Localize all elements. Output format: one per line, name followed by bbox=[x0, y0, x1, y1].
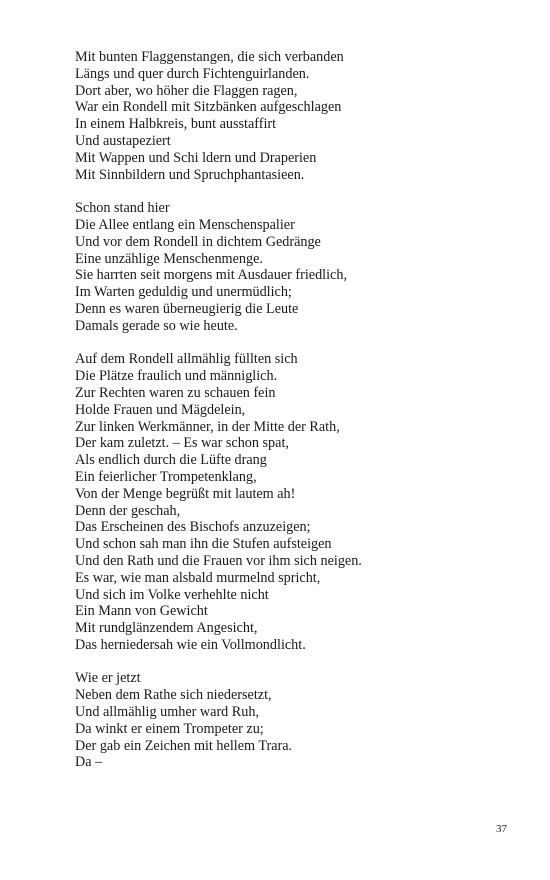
poem-line: Mit Wappen und Schi ldern und Draperien bbox=[75, 149, 317, 166]
poem-line: Dort aber, wo höher die Flaggen ragen, bbox=[75, 82, 298, 99]
poem-line: Und austapeziert bbox=[75, 132, 171, 149]
poem-line: Holde Frauen und Mägdelein, bbox=[75, 401, 246, 418]
poem-line: Wie er jetzt bbox=[75, 670, 141, 687]
poem-line: Als endlich durch die Lüfte drang bbox=[75, 452, 267, 469]
poem-line: Denn der geschah, bbox=[75, 502, 181, 519]
poem-line: Mit rundglänzendem Angesicht, bbox=[75, 620, 258, 637]
poem-line: Und allmählig umher ward Ruh, bbox=[75, 704, 260, 721]
stanza-2 bbox=[75, 200, 515, 334]
poem-line: Mit Sinnbildern und Spruchphantasieen. bbox=[75, 166, 305, 183]
poem-line: Die Allee entlang ein Menschenspalier bbox=[75, 216, 295, 233]
poem-line: Da winkt er einem Trompeter zu; bbox=[75, 720, 264, 737]
poem-line: Der kam zuletzt. – Es war schon spat, bbox=[75, 435, 289, 452]
poem-line: Die Plätze fraulich und männiglich. bbox=[75, 368, 278, 385]
poem-line: Der gab ein Zeichen mit hellem Trara. bbox=[75, 737, 293, 754]
poem-line: Und vor dem Rondell in dichtem Gedränge bbox=[75, 233, 321, 250]
poem-line: Schon stand hier bbox=[75, 200, 170, 217]
stanza-4 bbox=[75, 670, 515, 771]
poem-line: In einem Halbkreis, bunt ausstaffirt bbox=[75, 116, 277, 133]
poem-line: Denn es waren überneugierig die Leute bbox=[75, 300, 299, 317]
poem-line: Da – bbox=[75, 754, 103, 771]
poem-line: Es war, wie man alsbald murmelnd spricht, bbox=[75, 569, 321, 586]
poem-line: Und sich im Volke verhehlte nicht bbox=[75, 586, 269, 603]
poem-line: War ein Rondell mit Sitzbänken aufgeschlagen bbox=[75, 99, 342, 116]
poem-body bbox=[75, 49, 515, 788]
poem-line: Das herniedersah wie ein Vollmondlicht. bbox=[75, 636, 306, 653]
poem-line: Mit bunten Flaggenstangen, die sich verbanden bbox=[75, 49, 344, 65]
poem-line: Neben dem Rathe sich niedersetzt, bbox=[75, 687, 272, 704]
poem-line: Das Erscheinen des Bischofs anzuzeigen; bbox=[75, 519, 311, 536]
stanza-1 bbox=[75, 49, 515, 183]
page-number: 37 bbox=[496, 823, 507, 835]
stanza-3 bbox=[75, 351, 515, 653]
poem-line: Zur Rechten waren zu schauen fein bbox=[75, 384, 276, 401]
poem-line: Im Warten geduldig und unermüdlich; bbox=[75, 284, 292, 301]
poem-line: Eine unzählige Menschenmenge. bbox=[75, 250, 263, 267]
poem-line: Von der Menge begrüßt mit lautem ah! bbox=[75, 485, 296, 502]
poem-line: Damals gerade so wie heute. bbox=[75, 317, 238, 334]
poem-line: Ein Mann von Gewicht bbox=[75, 603, 208, 620]
poem-line: Sie harrten seit morgens mit Ausdauer friedlich, bbox=[75, 267, 347, 284]
poem-line: Ein feierlicher Trompetenklang, bbox=[75, 468, 257, 485]
poem-line: Zur linken Werkmänner, in der Mitte der Rath, bbox=[75, 418, 340, 435]
poem-line: Längs und quer durch Fichtenguirlanden. bbox=[75, 65, 310, 82]
poem-line: Und schon sah man ihn die Stufen aufsteigen bbox=[75, 536, 332, 553]
poem-line: Und den Rath und die Frauen vor ihm sich neigen. bbox=[75, 552, 362, 569]
poem-line: Auf dem Rondell allmählig füllten sich bbox=[75, 351, 298, 368]
